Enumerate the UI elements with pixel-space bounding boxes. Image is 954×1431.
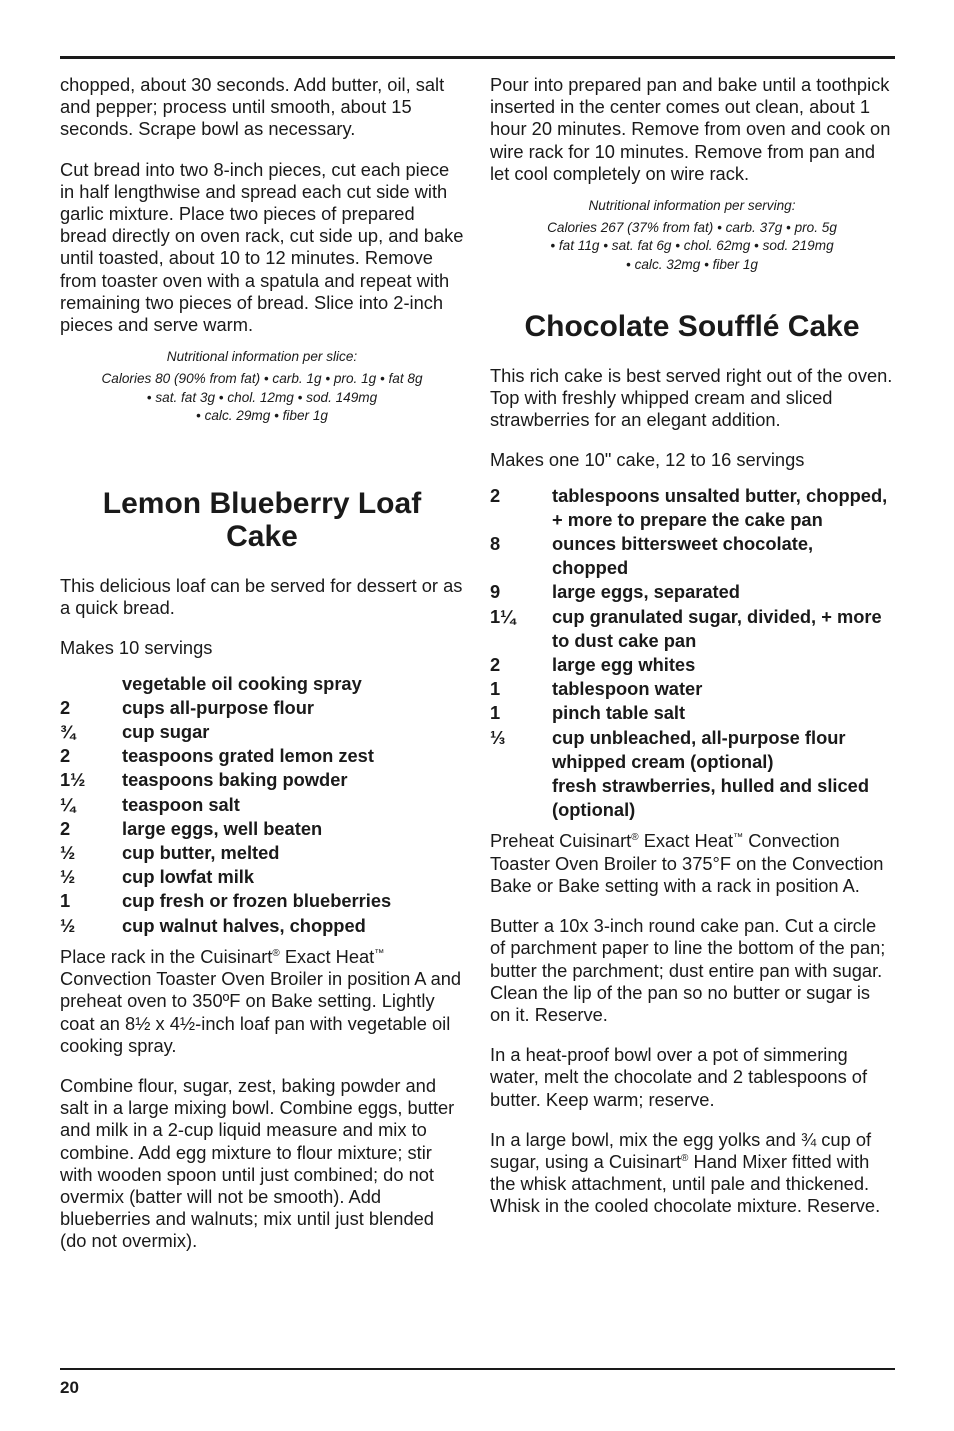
registered-mark: ® <box>631 832 639 844</box>
ingredient-row <box>490 726 894 750</box>
ingredient-list <box>490 484 894 823</box>
recipe-description: This delicious loaf can be served for dessert or as a quick bread. <box>60 575 463 619</box>
top-rule <box>60 56 895 59</box>
left-nutrition-line: Calories 80 (90% from fat) • carb. 1g • pro. 1g • fat 8g <box>101 371 423 387</box>
ingredient-quantity: 1½ <box>60 769 86 791</box>
method-step-text: Hand Mixer fitted with the whisk attachment, until pale and thickened. Whisk in the cooled chocolate mixture. Reserve. <box>490 1150 881 1217</box>
ingredient-text: cup sugar <box>122 721 210 743</box>
ingredient-list <box>60 672 464 938</box>
ingredient-quantity: 2 <box>60 696 71 718</box>
ingredient-text: cup butter, melted <box>122 842 280 864</box>
right-nutrition-line: • fat 11g • sat. fat 6g • chol. 62mg • sod. 219mg <box>550 238 834 254</box>
method-step <box>490 830 894 897</box>
right-nutrition-heading: Nutritional information per serving: <box>588 198 796 214</box>
ingredient-quantity: 2 <box>60 817 71 839</box>
ingredient-text: large eggs, separated <box>552 581 740 603</box>
method-step <box>60 946 464 1057</box>
method-step: Combine flour, sugar, zest, baking powder and salt in a large mixing bowl. Combine eggs, butter and milk in a 2-cup liquid measure and mix to combine. Add egg mixture to flour mixture; stir with wooden spoon until just combined; do not overmix (batter will not be smooth). Add blueberries and walnuts; mix until just blended (do not overmix). <box>60 1074 455 1252</box>
ingredient-row <box>490 653 894 677</box>
left-column <box>60 74 464 1271</box>
method-step-text: Preheat Cuisinart <box>490 830 632 852</box>
ingredient-text: cup fresh or frozen blueberries <box>122 890 392 912</box>
ingredient-text: large egg whites <box>552 654 696 676</box>
ingredient-text: cup unbleached, all-purpose flour <box>552 726 846 748</box>
ingredient-quantity: 2 <box>490 484 501 506</box>
recipe-description: This rich cake is best served right out of the oven. Top with freshly whipped cream and sliced strawberries for an elegant addition. <box>490 364 893 431</box>
method-step: Butter a 10x 3-inch round cake pan. Cut a circle of parchment paper to line the bottom of the pan; butter the parchment; dust entire pan with sugar. Clean the lip of the pan so no butter or sugar is on it. Reserve. <box>490 915 886 1025</box>
ingredient-quantity: 1¼ <box>490 605 516 627</box>
left-intro-paragraph-1: chopped, about 30 seconds. Add butter, oil, salt and pepper; process until smooth, about 15 seconds. Scrape bowl as necessary. <box>60 74 445 140</box>
recipe-title-lemon-blueberry: Lemon Blueberry Loaf Cake <box>102 487 422 554</box>
ingredient-text: tablespoon water <box>552 678 703 700</box>
right-column <box>490 74 894 1236</box>
recipe-title-chocolate-souffle: Chocolate Soufflé Cake <box>524 309 860 343</box>
ingredient-row <box>60 914 464 938</box>
left-nutrition-heading: Nutritional information per slice: <box>166 349 358 365</box>
ingredient-row <box>60 889 464 913</box>
ingredient-row <box>60 744 464 768</box>
ingredient-row <box>490 774 894 822</box>
ingredient-quantity <box>490 750 552 774</box>
ingredient-quantity: ½ <box>60 914 76 936</box>
method-step <box>490 1129 894 1218</box>
ingredient-text: cup lowfat milk <box>122 866 255 888</box>
left-nutrition-line: • calc. 29mg • fiber 1g <box>196 407 328 423</box>
ingredient-row <box>490 580 894 604</box>
ingredient-quantity: 1 <box>490 702 501 724</box>
ingredient-quantity: ½ <box>60 866 76 888</box>
ingredient-text: fresh strawberries, hulled and sliced (optional) <box>552 775 869 821</box>
ingredient-row <box>490 701 894 725</box>
ingredient-quantity <box>490 774 552 822</box>
ingredient-row <box>60 768 464 792</box>
ingredient-text: cup walnut halves, chopped <box>122 914 366 936</box>
ingredient-quantity: ¼ <box>60 793 76 815</box>
method-step-text: Convection Toaster Oven Broiler in position A and preheat oven to 350ºF on Bake setting. Lightly coat an 8½ x 4½-inch loaf pan with vegetable oil cooking spray. <box>60 968 462 1056</box>
ingredient-row <box>60 696 464 720</box>
ingredient-quantity: 1 <box>490 678 501 700</box>
right-nutrition-line: • calc. 32mg • fiber 1g <box>626 256 758 272</box>
ingredient-text: cups all-purpose flour <box>122 696 314 718</box>
ingredient-quantity: ⅓ <box>490 726 506 748</box>
method-step-text: Convection Toaster Oven Broiler to 375°F on the Convection Bake or Bake setting with a rack in position A. <box>490 830 884 896</box>
ingredient-text: vegetable oil cooking spray <box>122 672 362 694</box>
registered-mark: ® <box>681 1152 689 1164</box>
method-step: In a heat-proof bowl over a pot of simmering water, melt the chocolate and 2 tablespoons of butter. Keep warm; reserve. <box>490 1044 868 1110</box>
ingredient-quantity: 9 <box>490 581 501 603</box>
recipe-yield: Makes one 10" cake, 12 to 16 servings <box>490 449 805 471</box>
method-step-text: In a large bowl, mix the egg yolks and ¾ cup of sugar, using a Cuisinart <box>490 1128 872 1172</box>
method-step-text: Exact Heat <box>279 945 375 967</box>
ingredient-text: teaspoons baking powder <box>122 769 348 791</box>
ingredient-text: large eggs, well beaten <box>122 817 323 839</box>
bottom-rule <box>60 1368 895 1370</box>
ingredient-quantity: 2 <box>60 745 71 767</box>
ingredient-text: whipped cream (optional) <box>552 750 774 772</box>
ingredient-text: ounces bittersweet chocolate, chopped <box>552 533 814 579</box>
ingredient-text: teaspoon salt <box>122 793 240 815</box>
ingredient-row <box>490 605 894 653</box>
ingredient-row <box>490 677 894 701</box>
method-step-text: Place rack in the Cuisinart <box>60 945 273 967</box>
ingredient-row <box>60 672 464 696</box>
ingredient-row <box>60 793 464 817</box>
ingredient-row <box>60 817 464 841</box>
method-step-text: Exact Heat <box>638 830 734 852</box>
ingredient-quantity: 8 <box>490 533 501 555</box>
left-intro-paragraph-2: Cut bread into two 8-inch pieces, cut each piece in half lengthwise and spread each cut side with garlic mixture. Place two pieces of prepared bread directly on oven rack, cut side up, and bake until toasted, about 10 to 12 minutes. Remove from toaster oven with a spatula and repeat with remaining two pieces of bread. Slice into 2-inch pieces and serve warm. <box>60 158 464 336</box>
ingredient-quantity: 1 <box>60 890 71 912</box>
page-number: 20 <box>60 1378 79 1397</box>
ingredient-text: tablespoons unsalted butter, chopped, + more to prepare the cake pan <box>552 484 888 530</box>
ingredient-row <box>60 865 464 889</box>
ingredient-row <box>490 750 894 774</box>
trademark-mark: ™ <box>733 832 744 844</box>
recipe-yield: Makes 10 servings <box>60 637 213 659</box>
ingredient-text: cup granulated sugar, divided, + more to dust cake pan <box>552 605 882 651</box>
left-nutrition-line: • sat. fat 3g • chol. 12mg • sod. 149mg <box>146 389 378 405</box>
trademark-mark: ™ <box>374 947 385 959</box>
ingredient-row <box>490 532 894 580</box>
ingredient-text: pinch table salt <box>552 702 686 724</box>
ingredient-text: teaspoons grated lemon zest <box>122 745 374 767</box>
ingredient-quantity: ¾ <box>60 721 76 743</box>
right-intro-paragraph: Pour into prepared pan and bake until a toothpick inserted in the center comes out clean, about 1 hour 20 minutes. Remove from oven and cook on wire rack for 10 minutes. Remove from pan and let cool completely on wire rack. <box>490 74 891 184</box>
registered-mark: ® <box>272 947 280 959</box>
ingredient-quantity <box>60 672 122 696</box>
ingredient-quantity: 2 <box>490 654 501 676</box>
right-nutrition-line: Calories 267 (37% from fat) • carb. 37g • pro. 5g <box>547 220 837 236</box>
ingredient-quantity: ½ <box>60 842 76 864</box>
ingredient-row <box>60 720 464 744</box>
ingredient-row <box>490 484 894 532</box>
ingredient-row <box>60 841 464 865</box>
